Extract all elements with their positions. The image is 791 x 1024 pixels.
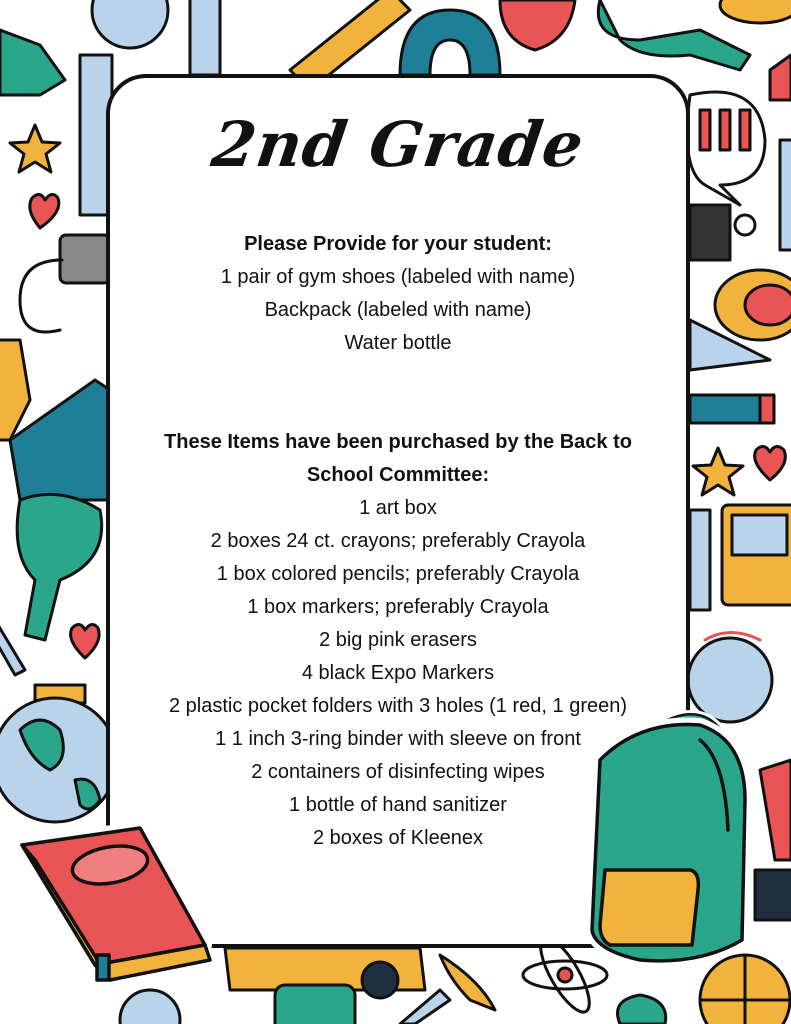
apple-icon [500,0,575,50]
phone-icon [690,510,710,610]
flask-green-icon [17,494,102,640]
pen-icon [400,990,450,1024]
yellow-blob-icon [720,0,791,23]
list-item: Backpack (labeled with name) [264,299,532,321]
list-item: 2 big pink erasers [319,629,477,651]
bottom-clock-icon [120,990,180,1024]
list-item: 1 box colored pencils; preferably Crayola [216,563,580,585]
house-icon [770,55,791,100]
pencil-left-icon [0,620,25,675]
section2-heading-line2: School Committee: [306,464,490,486]
list-item: 2 containers of disinfecting wipes [251,761,545,783]
list-item: Water bottle [344,332,452,354]
flask-left-icon [0,340,30,440]
alarm-clock-right-icon [688,633,772,723]
pencil-right-icon [760,760,791,860]
list-item: 1 art box [359,497,437,519]
alarm-clock-icon [92,0,168,48]
tube-icon [780,140,791,250]
list-item: 1 box markers; preferably Crayola [247,596,549,618]
basketball-icon [700,955,790,1024]
list-item: 2 boxes of Kleenex [312,827,484,849]
star-icon [10,125,60,172]
star-right-icon [693,448,743,495]
protractor-top-icon [400,10,500,75]
flask-bottom-icon [618,995,666,1024]
calculator-icon [722,505,791,605]
list-item: 1 bottle of hand sanitizer [289,794,507,816]
binoculars-icon [755,870,791,920]
mouse-icon [20,235,110,332]
page-title: 2nd Grade [207,108,589,181]
heart-left-icon [71,624,100,658]
football-icon [715,270,791,340]
list-item: 2 boxes 24 ct. crayons; preferably Crayola [210,530,586,552]
speech-bubble-icon [687,92,765,205]
list-item: 4 black Expo Markers [301,662,495,684]
spacer [110,393,686,426]
spacer [110,360,686,393]
marker-right-icon [690,395,774,423]
heart-right-icon [755,446,786,480]
heart-icon [30,194,59,228]
binder-clip-icon [690,205,755,260]
supply-list [110,228,686,855]
list-item: 1 1 inch 3-ring binder with sleeve on front [215,728,581,750]
section2-heading-line1: These Items have been purchased by the Back to [164,431,632,453]
globe-icon [0,685,117,822]
section1-heading: Please Provide for your student: [244,233,552,255]
list-item: 2 plastic pocket folders with 3 holes (1 red, 1 green) [168,695,628,717]
flask-icon [0,30,65,95]
marker-icon [190,0,220,75]
list-item: 1 pair of gym shoes (labeled with name) [220,266,576,288]
mug-icon [275,985,355,1024]
